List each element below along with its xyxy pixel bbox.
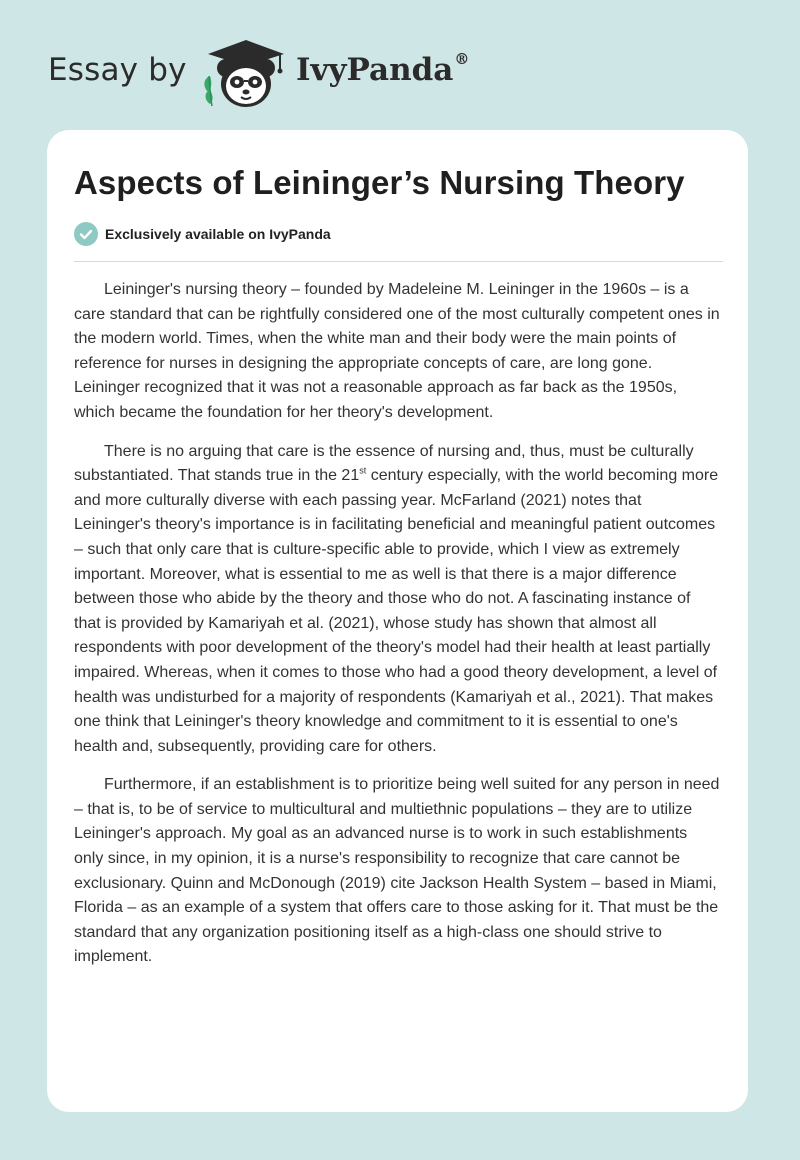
brand-prefix: Essay by [48, 52, 187, 88]
divider [74, 261, 723, 262]
panda-graduate-logo-icon[interactable] [200, 34, 292, 110]
badge-text: Exclusively available on IvyPanda [105, 226, 331, 242]
site-header [0, 0, 800, 130]
paragraph-1: Leininger's nursing theory – founded by Madeleine M. Leininger in the 1960s – is a care standard that can be rightfully considered one of the most culturally competent ones in the modern world. Times, when the white man and their body were the main points of reference for nurses in designing the appropriate concepts of care, are long gone. Leininger recognized that it was not a reasonable approach as far back as the 1950s, which became the foundation for her theory's development. [74, 281, 720, 421]
page-title: Aspects of Leininger’s Nursing Theory [74, 164, 685, 201]
essay-body [74, 278, 720, 984]
paragraph-2: There is no arguing that care is the essence of nursing and, thus, must be culturally substantiated. That stands true in the 21st century especially, with the world becoming more and more culturally diverse with each passing year. McFarland (2021) notes that Leininger's theory's importance is in facilitating beneficial and meaningful patient outcomes – such that only care that is culture-specific able to provide, which I view as extremely important. Moreover, what is essential to me as well is that there is a major difference between those who abide by the theory and those who do not. A fascinating instance of that is provided by Kamariyah et al. (2021), whose study has shown that almost all respondents with poor development of the theory's model had their health at least partially impaired. Whereas, when it comes to those who had a good theory development, a level of health was undisturbed for a majority of respondents (Kamariyah et al., 2021). That makes one think that Leininger's theory knowledge and commitment to it is essential to one's health and, subsequently, providing care for others. [74, 442, 719, 755]
brand-name: IvyPanda® [296, 50, 470, 88]
exclusive-badge [74, 222, 331, 246]
essay-card [47, 130, 748, 1112]
registered-mark: ® [454, 50, 470, 68]
paragraph-3: Furthermore, if an establishment is to prioritize being well suited for any person in need – that is, to be of service to multicultural and multiethnic populations – they are to utilize Leininger's approach. My goal as an advanced nurse is to work in such establishments only since, in my opinion, it is a nurse's responsibility to recognize that care cannot be exclusionary. Quinn and McDonough (2019) cite Jackson Health System – based in Miami, Florida – as an example of a system that offers care to those asking for it. That must be the standard that any organization positioning itself as a high-class one should strive to implement. [74, 776, 720, 966]
superscript-st: st [359, 465, 367, 476]
check-icon [74, 222, 98, 246]
